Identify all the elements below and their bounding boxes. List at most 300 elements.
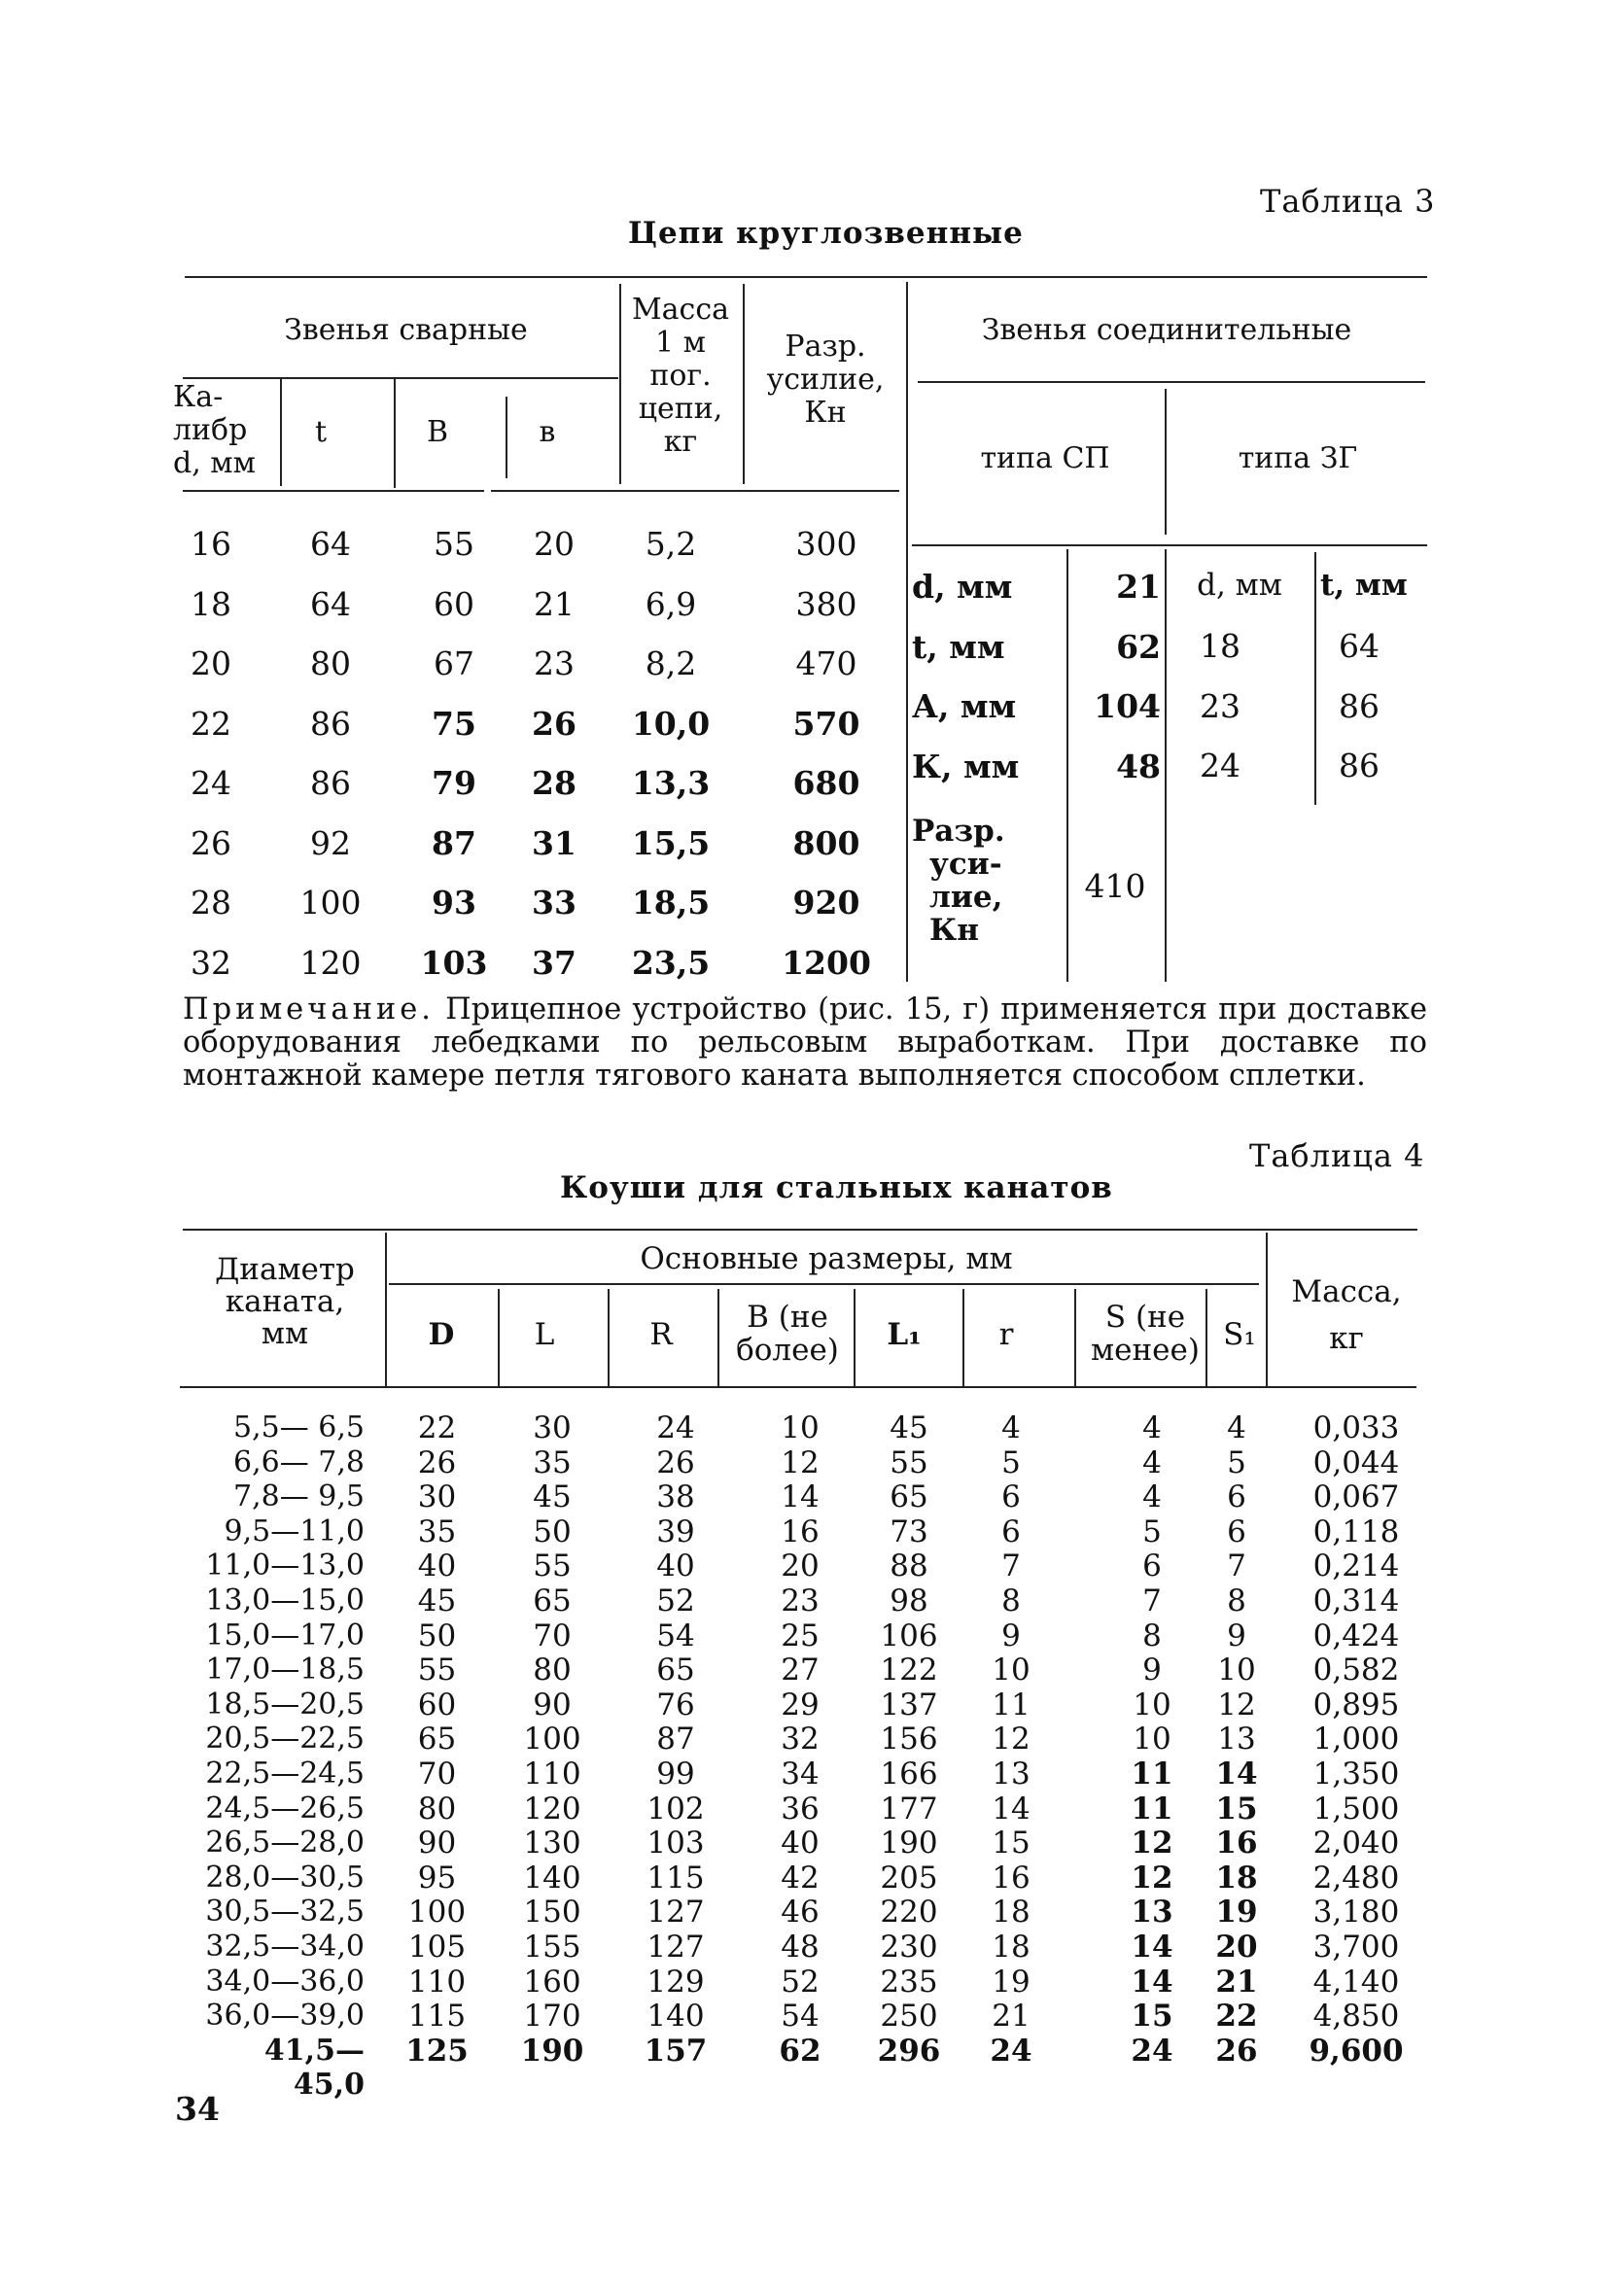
t4-cell-r7-c5: 122: [880, 1652, 938, 1688]
t3-cell-r3-c0: 22: [191, 704, 231, 743]
t3-cell-r1-c1: 64: [310, 584, 351, 623]
t4-cell-r16-c9: 4,140: [1312, 1964, 1400, 2000]
zg-t-1: 86: [1339, 686, 1380, 725]
page-number: 34: [175, 2090, 220, 2128]
t4-cell-r3-c3: 39: [656, 1513, 695, 1549]
t4-cell-r8-c7: 10: [1133, 1687, 1171, 1722]
t3-cell-r3-c3: 26: [532, 704, 576, 743]
table4-title: Коуши для стальных канатов: [560, 1170, 1113, 1205]
t3-v6: [1165, 389, 1167, 535]
t4-cell-r18-c9: 9,600: [1309, 2033, 1404, 2069]
t4-cell-r15-c9: 3,700: [1312, 1930, 1400, 1965]
t4-cell-r1-c5: 55: [890, 1444, 928, 1480]
t4-cell-r2-c7: 4: [1142, 1479, 1162, 1515]
t3-cell-r0-c3: 20: [534, 525, 575, 563]
welded-rule: [183, 377, 618, 379]
t4-cell-r18-c7: 24: [1131, 2033, 1173, 2069]
t3-cell-r5-c1: 92: [310, 823, 351, 862]
t4-cell-r1-c8: 5: [1227, 1444, 1246, 1480]
col-mass-l4: цепи,: [638, 392, 723, 426]
t4-cell-r5-c2: 65: [533, 1583, 572, 1618]
t4-cell-r3-c4: 16: [781, 1513, 820, 1549]
t4-cell-r16-c0: 34,0—36,0: [205, 1964, 365, 1999]
t4-cell-r7-c6: 10: [992, 1652, 1031, 1688]
t4-cell-r4-c1: 40: [417, 1548, 457, 1584]
t4-cell-r3-c5: 73: [890, 1513, 928, 1549]
col-mass-l3: пог.: [649, 359, 712, 393]
t4-cell-r3-c9: 0,118: [1312, 1513, 1400, 1549]
t4-cell-r0-c2: 30: [533, 1410, 572, 1445]
t4-cell-r18-c6: 24: [990, 2033, 1032, 2069]
t4-cell-r9-c9: 1,000: [1312, 1722, 1400, 1757]
t4-cell-r8-c6: 11: [992, 1687, 1031, 1722]
t4-cell-r5-c7: 7: [1142, 1583, 1162, 1618]
t4-cell-r0-c7: 4: [1142, 1410, 1162, 1445]
t4-cell-r6-c6: 9: [1001, 1618, 1021, 1653]
t3-cell-r7-c2: 103: [420, 943, 488, 982]
t4-cell-r1-c0: 6,6— 7,8: [233, 1444, 365, 1479]
t3-cell-r7-c1: 120: [299, 943, 362, 982]
t4-cell-r18-c3: 157: [644, 2033, 708, 2069]
t4-cell-r11-c6: 14: [992, 1791, 1031, 1826]
t4-cell-r15-c5: 230: [880, 1930, 938, 1965]
table4-label: Таблица 4: [1249, 1137, 1425, 1174]
t4-cell-r11-c0: 24,5—26,5: [205, 1791, 365, 1826]
t4-cell-r7-c0: 17,0—18,5: [205, 1652, 365, 1687]
table3-title: Цепи круглозвенные: [628, 216, 1024, 251]
t4-cell-r9-c1: 65: [417, 1722, 457, 1757]
t3-cell-r5-c0: 26: [191, 823, 231, 862]
t4-cell-r18-c0: 41,5—45,0: [263, 2033, 365, 2102]
t3-cell-r2-c5: 470: [795, 644, 857, 682]
main-dims: Основные размеры, мм: [640, 1241, 1013, 1276]
t4-cell-r7-c1: 55: [417, 1652, 457, 1688]
t4-cell-r5-c5: 98: [890, 1583, 928, 1618]
t4-cell-r13-c4: 42: [781, 1860, 820, 1896]
t4-cell-r8-c4: 29: [781, 1687, 820, 1722]
t4-cell-r6-c3: 54: [656, 1618, 695, 1653]
t4-cell-r18-c2: 190: [520, 2033, 584, 2069]
t4-cell-r5-c0: 13,0—15,0: [205, 1583, 365, 1618]
t3-v3: [506, 397, 507, 478]
t4-cell-r3-c0: 9,5—11,0: [224, 1513, 365, 1548]
t4-cell-r0-c1: 22: [417, 1410, 457, 1445]
t4-cell-r3-c2: 50: [533, 1513, 572, 1549]
t3-cell-r2-c1: 80: [310, 644, 351, 682]
col-t: t: [314, 415, 328, 449]
t4-cell-r14-c4: 46: [781, 1895, 820, 1931]
t3-cell-r3-c4: 10,0: [631, 704, 711, 743]
t4-cell-r14-c5: 220: [880, 1895, 938, 1931]
t3-v5: [743, 284, 745, 484]
t4-cell-r15-c3: 127: [646, 1930, 705, 1965]
t4-cell-r12-c2: 130: [523, 1826, 581, 1861]
t4-cell-r15-c4: 48: [781, 1930, 820, 1965]
sp-value-2: 104: [1094, 687, 1161, 725]
t4-cell-r11-c4: 36: [781, 1791, 820, 1826]
t4-cell-r17-c5: 250: [880, 1999, 938, 2035]
t4-cell-r2-c6: 6: [1001, 1479, 1021, 1515]
t4-cell-r9-c0: 20,5—22,5: [205, 1722, 365, 1757]
t4-cell-r0-c9: 0,033: [1312, 1410, 1400, 1445]
t4-cell-r12-c9: 2,040: [1312, 1826, 1400, 1861]
t4-cell-r4-c0: 11,0—13,0: [205, 1548, 365, 1583]
t4-cell-r17-c6: 21: [992, 1999, 1031, 2035]
sp-label-0: d, мм: [912, 568, 1013, 606]
t4-cell-r18-c1: 125: [405, 2033, 469, 2069]
t4-cell-r10-c2: 110: [523, 1757, 581, 1792]
t4-cell-r11-c9: 1,500: [1312, 1791, 1400, 1826]
t4-cell-r13-c2: 140: [523, 1860, 581, 1896]
t4-cell-r10-c5: 166: [880, 1757, 938, 1792]
t4-cell-r17-c8: 22: [1215, 1999, 1258, 2035]
t3-cell-r5-c4: 15,5: [631, 823, 711, 862]
t4-cell-r11-c3: 102: [646, 1791, 705, 1826]
t4-cell-r11-c7: 11: [1131, 1791, 1173, 1826]
t4-col-6: S (не менее): [1091, 1300, 1200, 1368]
t4-col-7: S₁: [1223, 1317, 1256, 1352]
t4-cell-r8-c0: 18,5—20,5: [205, 1687, 365, 1722]
t4-cell-r0-c6: 4: [1001, 1410, 1021, 1445]
t4-cell-r1-c2: 35: [533, 1444, 572, 1480]
t4-cell-r7-c4: 27: [781, 1652, 820, 1688]
welded-header: Звенья сварные: [284, 313, 528, 347]
t4-cell-r12-c1: 90: [417, 1826, 457, 1861]
t3-cell-r0-c1: 64: [310, 525, 351, 563]
t3-cell-r6-c0: 28: [191, 884, 231, 922]
col-diameter: [192, 1254, 377, 1350]
t4-cell-r15-c2: 155: [523, 1930, 581, 1965]
t4-col-4: L₁: [887, 1317, 922, 1352]
t4-cell-r2-c9: 0,067: [1312, 1479, 1400, 1515]
t4-cell-r13-c0: 28,0—30,5: [205, 1860, 365, 1895]
t3-cell-r6-c4: 18,5: [631, 884, 711, 922]
col-mass-l2: 1 м: [655, 326, 706, 360]
t4-cell-r9-c7: 10: [1133, 1722, 1171, 1757]
t4-cell-r1-c1: 26: [417, 1444, 457, 1480]
t4-col-1: L: [534, 1317, 555, 1352]
t4-cell-r16-c3: 129: [646, 1964, 705, 2000]
t4-cell-r12-c5: 190: [880, 1826, 938, 1861]
t4-cell-r17-c9: 4,850: [1312, 1999, 1400, 2035]
col-caliber-line2: либр: [173, 413, 248, 447]
sp-label-3: К, мм: [912, 747, 1020, 785]
t4-cell-r12-c8: 16: [1215, 1826, 1258, 1861]
t3-cell-r5-c5: 800: [792, 823, 860, 862]
col-force-l2: усилие,: [766, 363, 885, 397]
col-force-l1: Разр.: [785, 330, 866, 364]
t4-cell-r6-c1: 50: [417, 1618, 457, 1653]
zg-d-1: 23: [1200, 686, 1240, 725]
t4-cell-r2-c1: 30: [417, 1479, 457, 1515]
t4-cell-r16-c6: 19: [992, 1964, 1031, 2000]
t4-cell-r6-c4: 25: [781, 1618, 820, 1653]
table4-top-rule: [183, 1229, 1417, 1231]
col-caliber-line3: d, мм: [173, 446, 256, 480]
table3-label: Таблица 3: [1260, 183, 1436, 220]
t3-cell-r4-c1: 86: [310, 764, 351, 802]
t4-col-3: B (не более): [736, 1300, 839, 1368]
t4-cell-r2-c5: 65: [890, 1479, 928, 1515]
t3-cell-r2-c3: 23: [534, 644, 575, 682]
t4-cell-r14-c1: 100: [407, 1895, 467, 1931]
t4-cell-r0-c8: 4: [1227, 1410, 1246, 1445]
t4-cell-r8-c9: 0,895: [1312, 1687, 1400, 1722]
t4-cell-r10-c4: 34: [781, 1757, 820, 1792]
note: [183, 993, 1427, 1093]
sp-force-label: [912, 815, 1005, 947]
t4-cell-r14-c0: 30,5—32,5: [205, 1895, 365, 1930]
t4-cell-r5-c3: 52: [656, 1583, 695, 1618]
t4-cell-r10-c8: 14: [1215, 1757, 1258, 1792]
t3-cell-r4-c5: 680: [792, 764, 860, 802]
t3-cell-r6-c3: 33: [532, 884, 576, 922]
zg-d-2: 24: [1200, 747, 1240, 784]
t4-cell-r14-c6: 18: [992, 1895, 1031, 1931]
t4-cell-r7-c2: 80: [533, 1652, 572, 1688]
t4-cell-r12-c6: 15: [992, 1826, 1031, 1861]
col-diameter-l3: мм: [261, 1316, 309, 1351]
t4-cell-r6-c0: 15,0—17,0: [205, 1618, 365, 1652]
t4-cell-r11-c8: 15: [1215, 1791, 1258, 1826]
t4-cell-r9-c2: 100: [523, 1722, 581, 1757]
t4-cell-r13-c3: 115: [646, 1860, 705, 1896]
t4-cell-r0-c0: 5,5— 6,5: [233, 1410, 365, 1444]
t4-cell-r9-c5: 156: [880, 1722, 938, 1757]
table4-header-rule: [180, 1386, 1416, 1388]
type-zg: типа ЗГ: [1238, 441, 1358, 475]
t4-cell-r17-c1: 115: [407, 1999, 467, 2035]
zg-t-0: 64: [1339, 627, 1380, 665]
t4-v-5: [1074, 1289, 1076, 1386]
t4-cell-r5-c6: 8: [1001, 1583, 1021, 1618]
t3-cell-r0-c0: 16: [191, 525, 231, 563]
t4-cell-r11-c1: 80: [417, 1791, 457, 1826]
t4-cell-r2-c0: 7,8— 9,5: [233, 1479, 365, 1514]
t3-cell-r1-c5: 380: [795, 584, 857, 623]
col-diameter-l1: Диаметр: [215, 1252, 355, 1287]
t4-cell-r11-c5: 177: [880, 1791, 938, 1826]
t4-cell-r6-c2: 70: [533, 1618, 572, 1653]
t4-cell-r16-c2: 160: [523, 1964, 581, 2000]
t4-cell-r9-c8: 13: [1217, 1722, 1256, 1757]
t4-cell-r0-c5: 45: [890, 1410, 928, 1445]
t4-cell-r3-c7: 5: [1142, 1513, 1162, 1549]
t3-cell-r0-c5: 300: [795, 525, 857, 563]
sp-v-value: [1165, 549, 1167, 982]
t4-cell-r7-c9: 0,582: [1312, 1652, 1400, 1688]
sp-label-2: А, мм: [912, 687, 1017, 725]
t3-cell-r3-c5: 570: [792, 704, 860, 743]
t4-cell-r15-c0: 32,5—34,0: [205, 1930, 365, 1964]
col-mass: [622, 294, 739, 459]
col-mass4-l2: кг: [1329, 1321, 1364, 1356]
sp-value-3: 48: [1116, 747, 1161, 785]
t4-cell-r5-c9: 0,314: [1312, 1583, 1400, 1618]
zg-d-0: 18: [1200, 627, 1240, 665]
col-mass-l5: кг: [663, 425, 698, 459]
col-mass4-l1: Масса,: [1291, 1274, 1402, 1309]
t4-cell-r1-c6: 5: [1001, 1444, 1021, 1480]
t4-cell-r9-c6: 12: [992, 1722, 1031, 1757]
main-dims-rule: [389, 1283, 1259, 1285]
t4-cell-r18-c4: 62: [779, 2033, 821, 2069]
t4-cell-r4-c8: 7: [1227, 1548, 1246, 1584]
t4-cell-r17-c3: 140: [646, 1999, 705, 2035]
t3-cell-r5-c3: 31: [532, 823, 576, 862]
t4-cell-r13-c7: 12: [1131, 1860, 1173, 1896]
t3-cell-r7-c3: 37: [532, 943, 576, 982]
t4-cell-r9-c3: 87: [656, 1722, 695, 1757]
t4-cell-r2-c4: 14: [781, 1479, 820, 1515]
t4-cell-r16-c8: 21: [1215, 1964, 1258, 2000]
t4-cell-r10-c7: 11: [1131, 1757, 1173, 1792]
t4-cell-r8-c5: 137: [880, 1687, 938, 1722]
t4-cell-r8-c8: 12: [1217, 1687, 1256, 1722]
t4-v-diameter: [385, 1233, 387, 1388]
t4-v-1: [608, 1289, 610, 1386]
t3-cell-r2-c2: 67: [434, 644, 474, 682]
sp-force-l4: Кн: [929, 913, 979, 948]
t4-cell-r10-c0: 22,5—24,5: [205, 1757, 365, 1791]
sp-force-l1: Разр.: [912, 814, 1005, 849]
t4-cell-r6-c5: 106: [880, 1618, 938, 1653]
t4-cell-r17-c0: 36,0—39,0: [205, 1999, 365, 2034]
t3-cell-r4-c4: 13,3: [631, 764, 711, 802]
t4-v-mass: [1266, 1233, 1268, 1388]
t4-v-0: [498, 1289, 500, 1386]
t4-cell-r18-c5: 296: [877, 2033, 941, 2069]
sp-value-1: 62: [1116, 627, 1161, 666]
sp-force-l2: уси-: [929, 847, 1002, 882]
t4-col-2: R: [649, 1317, 673, 1352]
col-caliber: [173, 381, 270, 480]
t4-v-2: [717, 1289, 719, 1386]
t4-cell-r4-c9: 0,214: [1312, 1548, 1400, 1584]
t4-cell-r5-c4: 23: [781, 1583, 820, 1618]
t3-main-divider: [906, 282, 908, 982]
t3-cell-r7-c4: 23,5: [631, 943, 711, 982]
t4-cell-r1-c7: 4: [1142, 1444, 1162, 1480]
zg-head-d: d, мм: [1197, 568, 1282, 603]
t4-cell-r7-c3: 65: [656, 1652, 695, 1688]
t4-cell-r5-c8: 8: [1227, 1583, 1246, 1618]
t4-cell-r4-c6: 7: [1001, 1548, 1021, 1584]
sp-force-value: 410: [1084, 867, 1146, 905]
t4-cell-r10-c9: 1,350: [1312, 1757, 1400, 1792]
t4-cell-r14-c3: 127: [646, 1895, 705, 1931]
t3-cell-r6-c2: 93: [432, 884, 476, 922]
t3-cell-r6-c5: 920: [792, 884, 860, 922]
t4-cell-r16-c4: 52: [781, 1964, 820, 2000]
t3-v4: [619, 284, 621, 484]
t4-cell-r4-c4: 20: [781, 1548, 820, 1584]
t4-cell-r13-c6: 16: [992, 1860, 1031, 1896]
t3-cell-r7-c0: 32: [191, 943, 231, 982]
connecting-rule: [918, 381, 1425, 383]
t4-cell-r15-c8: 20: [1215, 1930, 1258, 1965]
t3-cell-r4-c3: 28: [532, 764, 576, 802]
t4-cell-r18-c8: 26: [1215, 2033, 1258, 2069]
sp-v-label: [1066, 549, 1068, 982]
t4-cell-r7-c8: 10: [1217, 1652, 1256, 1688]
t4-cell-r5-c1: 45: [417, 1583, 457, 1618]
t4-cell-r1-c3: 26: [656, 1444, 695, 1480]
t4-cell-r2-c2: 45: [533, 1479, 572, 1515]
t4-cell-r7-c7: 9: [1142, 1652, 1162, 1688]
note-lead: Примечание.: [183, 992, 435, 1026]
col-diameter-l2: каната,: [225, 1284, 345, 1319]
t4-cell-r0-c3: 24: [656, 1410, 695, 1445]
t4-cell-r13-c1: 95: [417, 1860, 457, 1896]
t4-cell-r12-c3: 103: [646, 1826, 705, 1861]
t4-cell-r12-c7: 12: [1131, 1826, 1173, 1861]
t3-cell-r1-c4: 6,9: [645, 584, 697, 623]
t3-cell-r1-c2: 60: [434, 584, 474, 623]
t4-cell-r11-c2: 120: [523, 1791, 581, 1826]
t4-cell-r0-c4: 10: [781, 1410, 820, 1445]
t4-cell-r9-c4: 32: [781, 1722, 820, 1757]
b-bottom-rule: [491, 490, 899, 492]
t4-col-0: D: [428, 1317, 455, 1352]
t4-cell-r17-c2: 170: [523, 1999, 581, 2035]
types-bottom-rule: [912, 544, 1427, 546]
t4-cell-r16-c1: 110: [407, 1964, 467, 2000]
t4-cell-r2-c3: 38: [656, 1479, 695, 1515]
t3-cell-r3-c2: 75: [432, 704, 476, 743]
zg-head-t: t, мм: [1320, 568, 1408, 603]
t4-cell-r16-c5: 235: [880, 1964, 938, 2000]
t4-cell-r4-c3: 40: [656, 1548, 695, 1584]
col-mass4: [1269, 1269, 1424, 1362]
t3-v1: [280, 379, 282, 486]
t4-cell-r12-c0: 26,5—28,0: [205, 1826, 365, 1861]
t4-cell-r1-c4: 12: [781, 1444, 820, 1480]
zg-v: [1314, 552, 1316, 805]
zg-t-2: 86: [1339, 747, 1380, 784]
t4-cell-r14-c2: 150: [523, 1895, 581, 1931]
t3-v2: [394, 379, 396, 488]
t4-cell-r17-c7: 15: [1131, 1999, 1173, 2035]
t4-cell-r13-c8: 18: [1215, 1860, 1258, 1896]
t4-cell-r10-c3: 99: [656, 1757, 695, 1792]
col-caliber-line1: Ка-: [173, 380, 224, 414]
t4-cell-r8-c3: 76: [656, 1687, 695, 1722]
t3-cell-r2-c0: 20: [191, 644, 231, 682]
t4-cell-r15-c7: 14: [1131, 1930, 1173, 1965]
t4-cell-r13-c9: 2,480: [1312, 1860, 1400, 1896]
t4-cell-r3-c1: 35: [417, 1513, 457, 1549]
col-force-l3: Кн: [804, 396, 847, 430]
t4-cell-r6-c7: 8: [1142, 1618, 1162, 1653]
note-text: Прицепное устройство (рис. 15, г) применяется при доставке оборудования лебедками по рельсовым выработкам. При доставке по монтажной камере петля тягового каната выполняется способом сплетки.: [183, 992, 1427, 1093]
t3-cell-r1-c0: 18: [191, 584, 231, 623]
col-mass-l1: Масса: [631, 293, 730, 327]
t3-cell-r4-c2: 79: [432, 764, 476, 802]
t4-v-4: [962, 1289, 964, 1386]
t4-cell-r14-c7: 13: [1131, 1895, 1173, 1931]
t3-cell-r2-c4: 8,2: [645, 644, 697, 682]
sp-label-1: t, мм: [912, 627, 1005, 666]
table3-top-rule: [185, 276, 1427, 278]
t3-cell-r0-c4: 5,2: [645, 525, 697, 563]
caliber-bottom-rule: [183, 490, 484, 492]
t4-cell-r13-c5: 205: [880, 1860, 938, 1896]
t4-cell-r4-c7: 6: [1142, 1548, 1162, 1584]
sp-value-0: 21: [1116, 568, 1161, 606]
t4-cell-r16-c7: 14: [1131, 1964, 1173, 2000]
t4-cell-r8-c2: 90: [533, 1687, 572, 1722]
